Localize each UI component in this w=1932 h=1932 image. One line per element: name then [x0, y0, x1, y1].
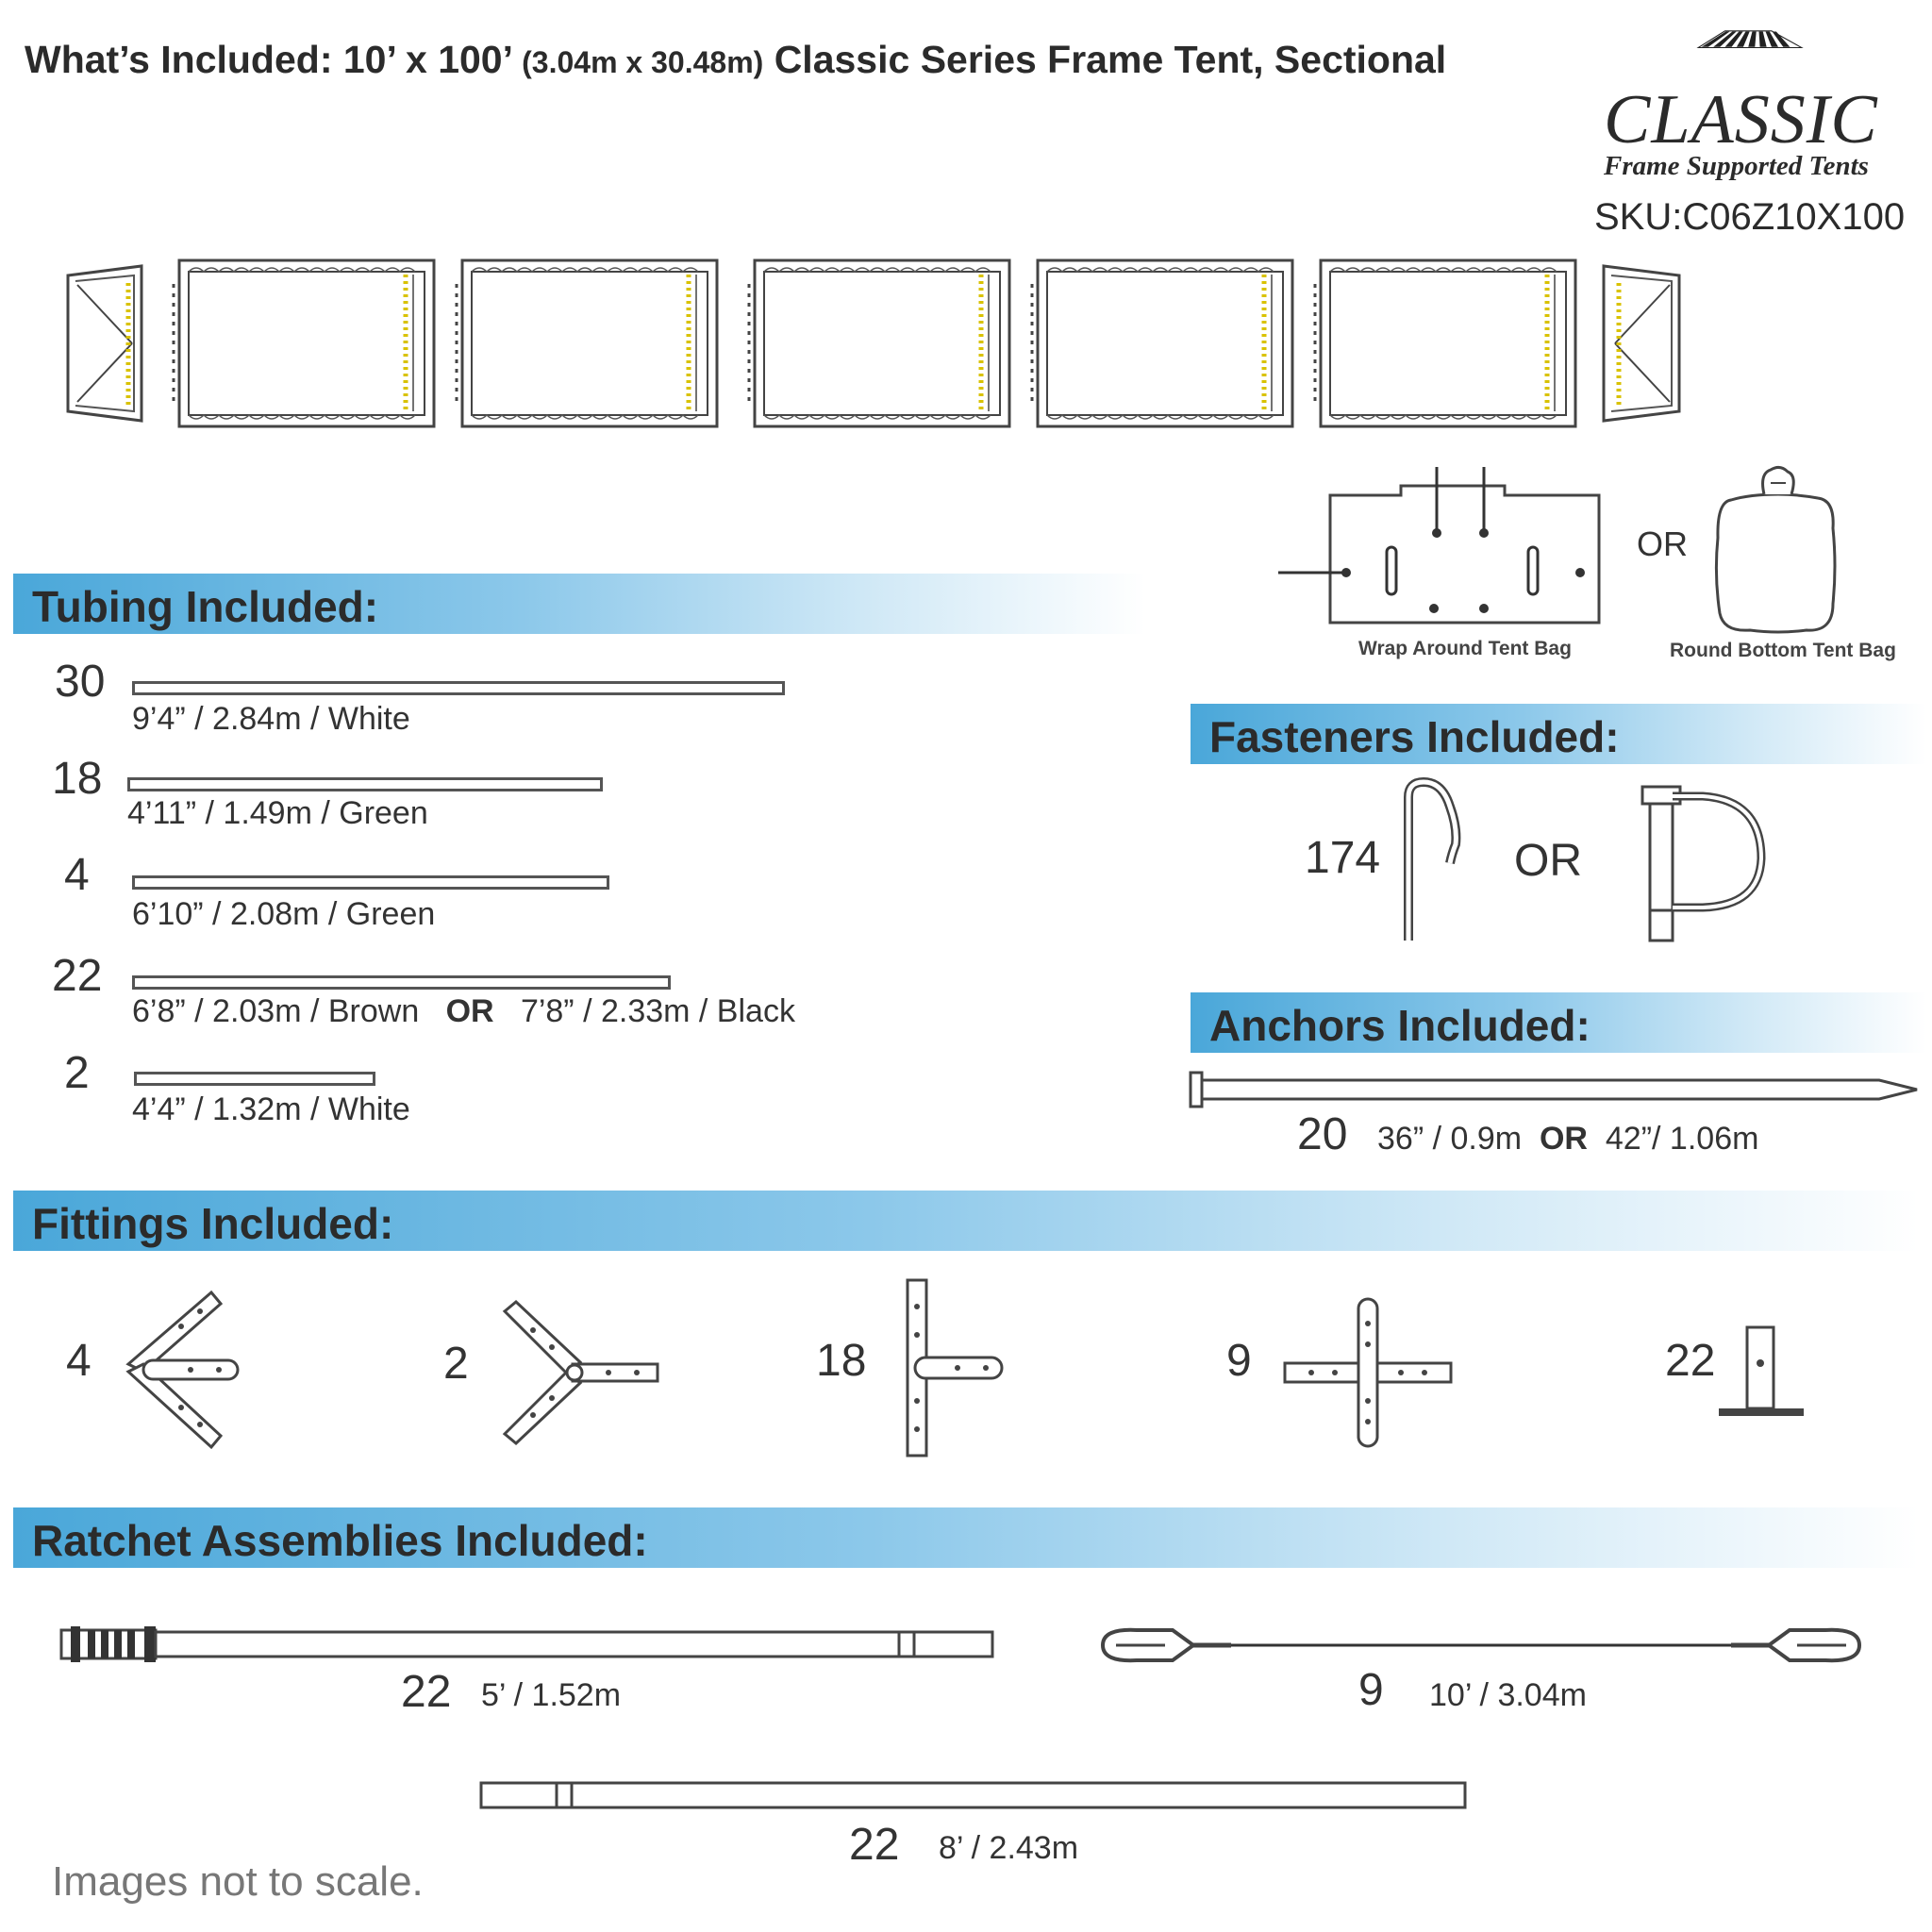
tubing-desc-4a: 6’8” / 2.03m / Brown [132, 993, 420, 1029]
ratchets-heading: Ratchet Assemblies Included: [32, 1516, 648, 1565]
fitting-qty-4: 9 [1226, 1336, 1252, 1386]
tubing-qty-2: 18 [52, 754, 103, 804]
cross-fitting-icon [1283, 1297, 1453, 1448]
t-fitting-icon [906, 1278, 1005, 1457]
tubing-qty-4: 22 [52, 951, 103, 1001]
ratchet-desc-3: 8’ / 2.43m [939, 1830, 1079, 1866]
tube-bar-4 [132, 975, 671, 990]
tubing-desc-3: 6’10” / 2.08m / Green [132, 896, 436, 932]
ratchet-qty-2: 9 [1358, 1665, 1384, 1715]
cable-with-snap-hooks-icon [1099, 1624, 1863, 1667]
lynch-pin-icon [1637, 783, 1769, 943]
fasteners-qty: 174 [1305, 833, 1381, 883]
anchors-desc-b: 42”/ 1.06m [1605, 1121, 1759, 1157]
tubing-qty-5: 2 [64, 1048, 90, 1098]
tubing-header-band [13, 574, 1145, 634]
ratchet-qty-3: 22 [849, 1820, 900, 1870]
tubing-or-label: OR [445, 993, 494, 1029]
wrap-around-bag-icon [1278, 467, 1599, 627]
strap-extension-icon [479, 1780, 1468, 1810]
tubing-desc-5: 4’4” / 1.32m / White [132, 1091, 410, 1127]
tent-sections-diagram [57, 255, 1707, 434]
tubing-qty-1: 30 [55, 657, 106, 707]
title-main: What’s Included: 10’ x 100’ [25, 38, 511, 81]
page-title [25, 38, 1446, 82]
fitting-qty-2: 2 [443, 1339, 469, 1389]
fasteners-header-band [1191, 704, 1926, 764]
anchors-desc [1377, 1121, 1758, 1158]
anchors-header-band [1191, 992, 1926, 1053]
title-rest: Classic Series Frame Tent, Sectional [774, 38, 1447, 81]
fitting-qty-1: 4 [66, 1336, 92, 1386]
ratchets-header-band [13, 1507, 1919, 1568]
tubing-qty-3: 4 [64, 850, 90, 900]
fitting-qty-5: 22 [1665, 1336, 1716, 1386]
tubing-desc-2: 4’11” / 1.49m / Green [127, 795, 428, 831]
tubing-heading: Tubing Included: [32, 582, 379, 631]
three-way-corner-fitting-icon [125, 1292, 247, 1448]
round-bag-caption: Round Bottom Tent Bag [1670, 640, 1896, 661]
stake-anchor-icon [1191, 1071, 1919, 1108]
tubing-desc-4b: 7’8” / 2.33m / Black [520, 993, 795, 1029]
base-plate-fitting-icon [1717, 1325, 1807, 1420]
tube-bar-2 [127, 777, 603, 791]
wrap-bag-caption: Wrap Around Tent Bag [1358, 638, 1572, 659]
bags-or-label: OR [1637, 525, 1688, 563]
fittings-header-band [13, 1191, 1919, 1251]
logo-wordmark: CLASSIC [1604, 81, 1878, 158]
y-fitting-icon [505, 1302, 660, 1443]
ratchet-desc-2: 10’ / 3.04m [1429, 1677, 1587, 1713]
tube-bar-1 [132, 681, 785, 695]
ratchet-strap-icon [61, 1623, 995, 1665]
fasteners-heading: Fasteners Included: [1209, 712, 1620, 761]
logo-tagline: Frame Supported Tents [1604, 151, 1869, 181]
tent-logo-icon [1594, 28, 1906, 85]
anchors-heading: Anchors Included: [1209, 1001, 1591, 1050]
sku-label: SKU:C06Z10X100 [1594, 196, 1906, 238]
round-bottom-bag-icon [1712, 462, 1840, 637]
fittings-heading: Fittings Included: [32, 1199, 394, 1248]
tubing-desc-4 [132, 993, 795, 1030]
fasteners-or-label: OR [1514, 836, 1582, 886]
anchors-desc-a: 36” / 0.9m [1377, 1121, 1523, 1157]
tube-bar-5 [134, 1072, 375, 1086]
ratchet-qty-1: 22 [401, 1667, 452, 1717]
fitting-qty-3: 18 [816, 1336, 867, 1386]
anchors-qty: 20 [1297, 1109, 1348, 1159]
anchors-or-label: OR [1539, 1121, 1588, 1157]
ratchet-desc-1: 5’ / 1.52m [481, 1677, 622, 1713]
hook-pin-icon [1401, 778, 1467, 943]
footnote: Images not to scale. [52, 1858, 424, 1905]
tubing-desc-1: 9’4” / 2.84m / White [132, 701, 410, 737]
tube-bar-3 [132, 875, 609, 890]
title-metric: (3.04m x 30.48m) [522, 45, 764, 79]
